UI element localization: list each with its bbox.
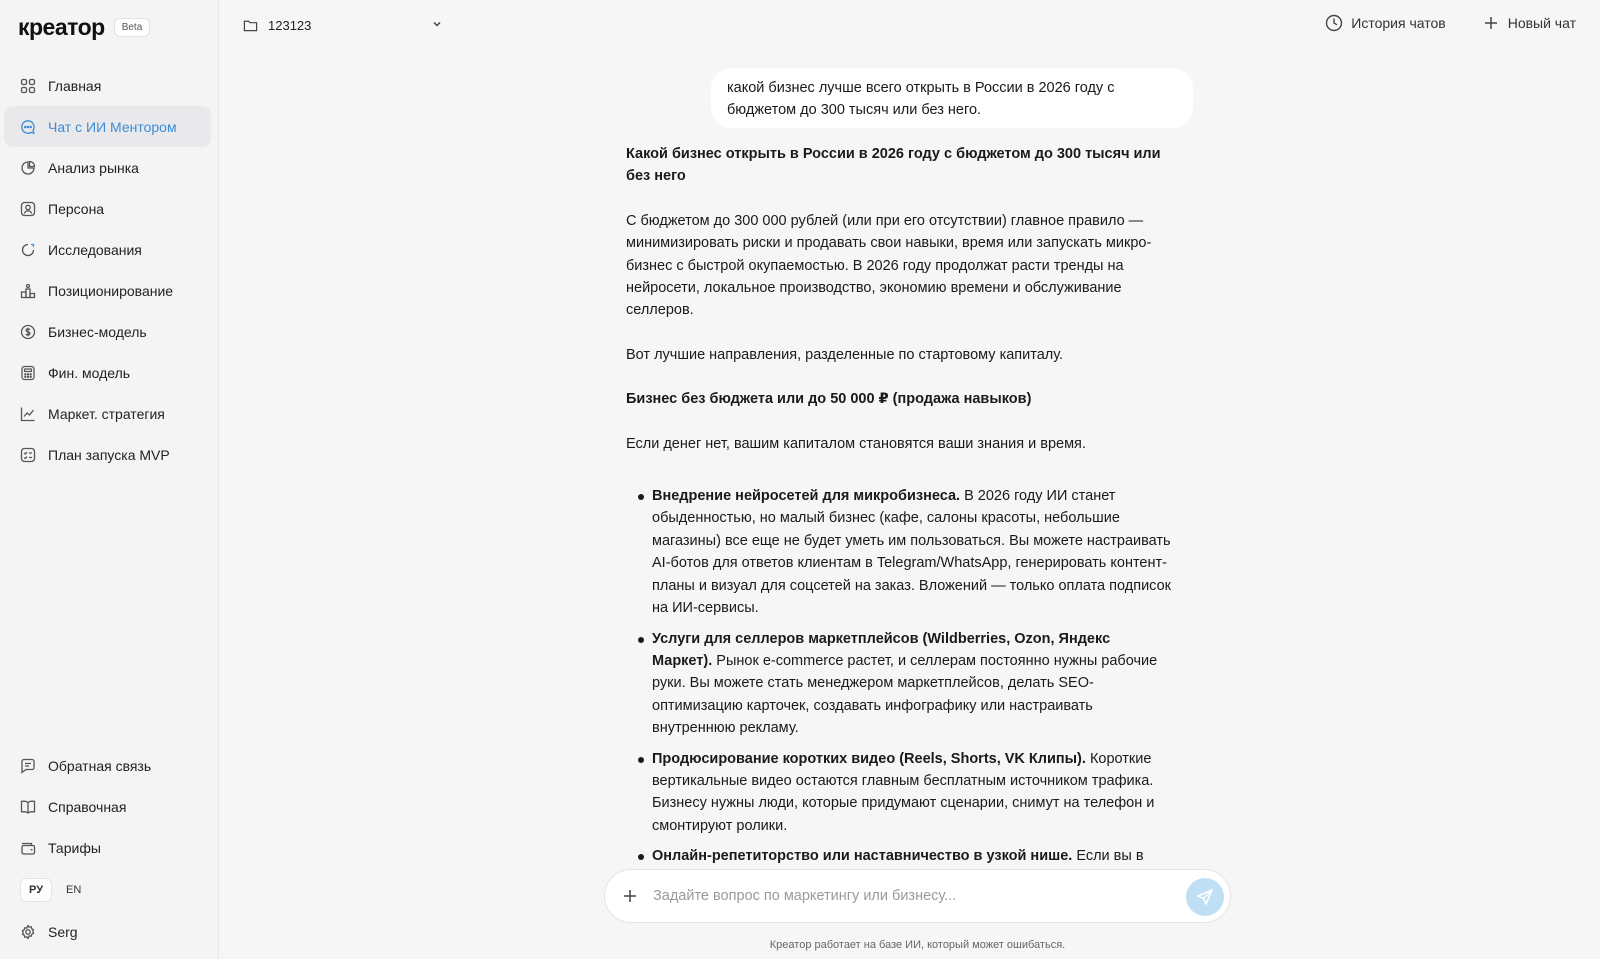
clock-icon — [1325, 14, 1343, 32]
nav-item-marketing-strategy[interactable] — [4, 393, 211, 434]
nav-label: План запуска MVP — [48, 446, 170, 463]
nav-item-chat[interactable] — [4, 106, 211, 147]
lang-ru-button[interactable]: РУ — [20, 878, 52, 902]
send-icon — [1196, 888, 1214, 906]
nav-item-research[interactable] — [4, 229, 211, 270]
nav-label: Бизнес-модель — [48, 323, 147, 340]
nav-label: Фин. модель — [48, 364, 131, 381]
answer-section-title: Бизнес без бюджета или до 50 000 ₽ (продажа навыков) — [626, 391, 1032, 408]
answer-lead: Вот лучшие направления, разделенные по стартовому капиталу. — [626, 346, 1064, 363]
folder-icon — [243, 18, 258, 33]
checklist-icon — [20, 447, 36, 463]
language-switcher — [20, 878, 89, 902]
message-input[interactable] — [653, 888, 1163, 904]
chat-history-label: История чатов — [1351, 15, 1446, 31]
nav-label: Маркет. стратегия — [48, 405, 165, 422]
list-item: Продюсирование коротких видео (Reels, Shorts, VK Клипы). Короткие вертикальные видео остаются главным бесплатным источником трафика. Бизнесу нужны люди, которые придумают сценарии, снимут на телефон и смонтируют ролики. — [626, 748, 1171, 838]
chat-icon — [20, 119, 36, 135]
answer-intro: С бюджетом до 300 000 рублей (или при его отсутствии) главное правило — минимизировать риски и продавать свои навыки, время или запускать микро-бизнес с быстрой окупаемостью. В 2026 году продолжат расти тренды на нейросети, локальное производство, экономию времени и обслуживание селлеров. — [626, 212, 1152, 319]
nav-item-persona[interactable] — [4, 188, 211, 229]
list-item: Услуги для селлеров маркетплейсов (Wildberries, Ozon, Яндекс Маркет). Рынок e-commerce растет, и селлерам постоянно нужны рабочие руки. Вы можете стать менеджером маркетплейсов, делать SEO-оптимизацию карточек, создавать инфографику или настраивать внутреннюю рекламу. — [626, 628, 1171, 740]
nav-label: Анализ рынка — [48, 159, 139, 176]
nav-label: Тарифы — [48, 839, 101, 856]
project-name: 123123 — [268, 17, 312, 33]
nav-item-feedback[interactable] — [4, 745, 211, 786]
book-icon — [20, 799, 36, 815]
wallet-icon — [20, 840, 36, 856]
secondary-nav — [4, 745, 211, 868]
brand — [18, 14, 150, 41]
nav-item-fin-model[interactable] — [4, 352, 211, 393]
nav-item-pricing[interactable] — [4, 827, 211, 868]
nav-label: Справочная — [48, 798, 127, 815]
nav-label: Главная — [48, 77, 102, 94]
assistant-message — [626, 143, 1171, 865]
plus-icon — [1482, 14, 1500, 32]
nav-item-market-analysis[interactable] — [4, 147, 211, 188]
grid-icon — [20, 78, 36, 94]
person-icon — [20, 201, 36, 217]
nav-label: Позиционирование — [48, 282, 174, 299]
dollar-icon — [20, 324, 36, 340]
nav-label: Чат с ИИ Ментором — [48, 118, 177, 135]
lang-en-button[interactable]: EN — [66, 884, 82, 896]
calculator-icon — [20, 365, 36, 381]
user-settings-button[interactable] — [4, 911, 211, 952]
nav-item-mvp-plan[interactable] — [4, 434, 211, 475]
message-composer — [604, 869, 1231, 923]
ai-disclaimer: Креатор работает на базе ИИ, который может ошибаться. — [769, 939, 1066, 951]
list-item: Онлайн-репетиторство или наставничество в узкой нише. Если вы в — [626, 845, 1171, 867]
send-button[interactable] — [1186, 878, 1224, 916]
answer-section-intro: Если денег нет, вашим капиталом становятся ваши знания и время. — [626, 435, 1086, 452]
nav-item-help[interactable] — [4, 786, 211, 827]
project-selector[interactable] — [243, 14, 443, 36]
nav-item-home[interactable] — [4, 65, 211, 106]
answer-list — [626, 485, 1171, 868]
nav-label: Исследования — [48, 241, 142, 258]
brand-logo[interactable]: креатор — [18, 14, 105, 40]
list-item: Внедрение нейросетей для микробизнеса. В 2026 году ИИ станет обыденностью, но малый бизнес (кафе, салоны красоты, небольшие магазины) все еще не будет уметь им пользоваться. Вы можете настраивать AI-ботов для ответов клиентам в Telegram/WhatsApp, генерировать контент-планы и визуал для соцсетей на заказ. Вложений — только оплата подписок на ИИ-сервисы. — [626, 485, 1171, 619]
main-nav — [4, 65, 211, 475]
chevron-down-icon — [431, 18, 443, 30]
nav-label: Обратная связь — [48, 757, 152, 774]
nav-item-positioning[interactable] — [4, 270, 211, 311]
beta-badge: Beta — [114, 18, 151, 37]
nav-item-business-model[interactable] — [4, 311, 211, 352]
refresh-icon — [20, 242, 36, 258]
pie-chart-icon — [20, 160, 36, 176]
header-actions — [1325, 14, 1576, 32]
new-chat-button[interactable] — [1482, 14, 1576, 32]
user-name: Serg — [48, 923, 78, 940]
gear-icon — [20, 924, 36, 940]
line-chart-icon — [20, 406, 36, 422]
chat-history-button[interactable] — [1325, 14, 1445, 32]
user-message: какой бизнес лучше всего открыть в России в 2026 году с бюджетом до 300 тысяч или без него. — [711, 68, 1193, 128]
nav-label: Персона — [48, 200, 105, 217]
user-menu — [4, 911, 211, 952]
message-icon — [20, 758, 36, 774]
answer-title: Какой бизнес открыть в России в 2026 году с бюджетом до 300 тысяч или без него — [626, 146, 1161, 185]
new-chat-label: Новый чат — [1507, 15, 1576, 31]
sidebar — [0, 0, 219, 959]
blocks-icon — [20, 283, 36, 299]
attach-plus-icon[interactable] — [621, 887, 639, 905]
